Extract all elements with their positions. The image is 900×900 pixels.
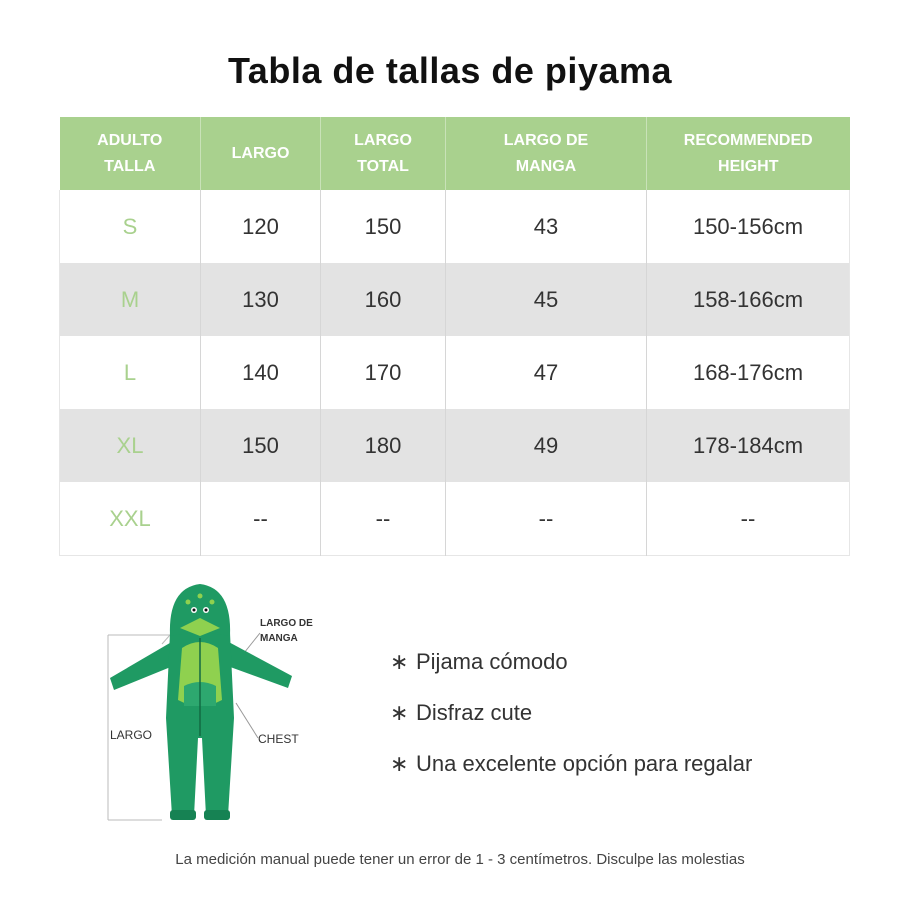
table-row bbox=[60, 482, 850, 556]
size-cell: XXL bbox=[60, 482, 201, 556]
table-row bbox=[60, 263, 850, 336]
manga-cell: 49 bbox=[446, 409, 647, 482]
chest-label: CHEST bbox=[258, 732, 299, 746]
list-item bbox=[390, 687, 870, 738]
size-cell: XL bbox=[60, 409, 201, 482]
size-cell: M bbox=[60, 263, 201, 336]
largo-cell: 150 bbox=[201, 409, 321, 482]
feature-text: Disfraz cute bbox=[416, 699, 533, 725]
height-cell: 150-156cm bbox=[647, 190, 850, 263]
page-title: Tabla de tallas de piyama bbox=[227, 50, 672, 91]
header-adulto-talla: ADULTO TALLA bbox=[60, 117, 201, 190]
feature-list bbox=[390, 636, 870, 789]
list-item bbox=[390, 636, 870, 687]
header-largo-de-manga: LARGO DE MANGA bbox=[446, 117, 647, 190]
manga-cell: 45 bbox=[446, 263, 647, 336]
table-row bbox=[60, 409, 850, 482]
largo-cell: -- bbox=[201, 482, 321, 556]
manga-cell: -- bbox=[446, 482, 647, 556]
header-recommended-height: RECOMMENDED HEIGHT bbox=[647, 117, 850, 190]
feature-text: Pijama cómodo bbox=[416, 648, 568, 674]
largo-total-cell: -- bbox=[321, 482, 446, 556]
list-item bbox=[390, 738, 870, 789]
largo-cell: 130 bbox=[201, 263, 321, 336]
length-label: LARGO bbox=[110, 728, 153, 742]
sleeve-length-label: LARGO DE MANGA bbox=[260, 618, 313, 644]
feature-text: Una excelente opción para regalar bbox=[416, 750, 753, 776]
height-cell: -- bbox=[647, 482, 850, 556]
size-cell: S bbox=[60, 190, 201, 263]
largo-total-cell: 180 bbox=[321, 409, 446, 482]
asterisk-icon: ∗ bbox=[390, 750, 409, 776]
header-largo-total: LARGO TOTAL bbox=[321, 117, 446, 190]
costume-measurement-figure bbox=[100, 578, 330, 828]
asterisk-icon: ∗ bbox=[390, 648, 409, 674]
size-cell: L bbox=[60, 336, 201, 409]
table-row bbox=[60, 190, 850, 263]
manga-cell: 43 bbox=[446, 190, 647, 263]
largo-total-cell: 160 bbox=[321, 263, 446, 336]
largo-cell: 120 bbox=[201, 190, 321, 263]
largo-total-cell: 170 bbox=[321, 336, 446, 409]
largo-total-cell: 150 bbox=[321, 190, 446, 263]
height-cell: 168-176cm bbox=[647, 336, 850, 409]
size-chart-table bbox=[59, 117, 850, 556]
height-cell: 158-166cm bbox=[647, 263, 850, 336]
manga-cell: 47 bbox=[446, 336, 647, 409]
table-row bbox=[60, 336, 850, 409]
header-largo: LARGO bbox=[201, 117, 321, 190]
largo-cell: 140 bbox=[201, 336, 321, 409]
height-cell: 178-184cm bbox=[647, 409, 850, 482]
asterisk-icon: ∗ bbox=[390, 699, 409, 725]
measurement-note: La medición manual puede tener un error de 1 - 3 centímetros. Disculpe las molestias bbox=[175, 851, 745, 868]
table-header-row bbox=[60, 117, 850, 190]
